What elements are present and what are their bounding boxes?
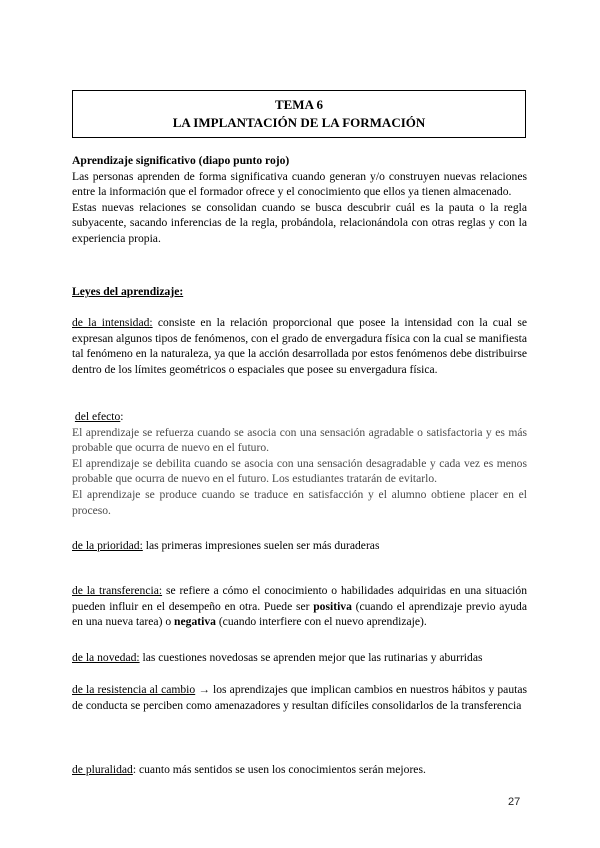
law-label: del efecto (74, 410, 121, 423)
section-heading: Aprendizaje significativo (diapo punto rojo) (72, 154, 290, 167)
law-text: las primeras impresiones suelen ser más duraderas (142, 539, 380, 552)
law-effect: del efecto: El aprendizaje se refuerza cuando se asocia con una sensación agradable o satisfactoria y es más probable que ocurra de nuevo en el futuro. El aprendizaje se debilita cuando se asocia con una sensación desagradable y cada vez es menos probable que ocurra de nuevo en el futuro. Los estudiantes tratarán de evitarlo. El aprendizaje se produce cuando se traduce en satisfacción y el alumno obtiene placer en el proceso. (72, 410, 527, 517)
title-box (72, 90, 526, 138)
law-text: las cuestiones novedosas se aprenden mejor que las rutinarias y aburridas (139, 651, 483, 664)
topic-title: LA IMPLANTACIÓN DE LA FORMACIÓN (172, 115, 426, 130)
topic-number: TEMA 6 (274, 97, 324, 112)
law-novelty (72, 650, 527, 666)
law-text: → los aprendizajes que implican cambios en nuestros hábitos y pautas de conducta se perciben como amenazadores y resultan difíciles consolidarlos de la transferencia (72, 683, 527, 712)
law-resistance (72, 682, 527, 713)
law-text: : cuanto más sentidos se usen los conocimientos serán mejores. (132, 763, 426, 776)
paragraph: El aprendizaje se debilita cuando se asocia con una sensación desagradable y cada vez es menos probable que ocurra de nuevo en el futuro. Los estudiantes tratarán de evitarlo. (72, 456, 527, 486)
paragraph: El aprendizaje se refuerza cuando se asocia con una sensación agradable o satisfactoria y es más probable que ocurra de nuevo en el futuro. (72, 425, 527, 455)
law-label: de la transferencia: (72, 584, 163, 597)
law-label: de la intensidad: (72, 316, 153, 329)
law-transfer: de la transferencia: se refiere a cómo el conocimiento o habilidades adquiridas en una situación pueden influir en el desempeño en otra. Puede ser positiva (cuando el aprendizaje previo ayuda en una nueva tarea) o negativa (cuando interfiere con el nuevo aprendizaje). (72, 584, 527, 629)
law-priority (72, 538, 527, 554)
paragraph: Estas nuevas relaciones se consolidan cuando se busca descubrir cuál es la pauta o la regla subyacente, sacando inferencias de la regla, probándola, relacionándola con otras reglas y con la experiencia propia. (72, 200, 527, 245)
law-plurality (72, 762, 527, 778)
paragraph: Las personas aprenden de forma significativa cuando generan y/o construyen nuevas relaciones entre la información que el formador ofrece y el conocimiento que ellos ya tienen almacenado. (72, 169, 527, 199)
emphasis-positive: positiva (313, 599, 352, 613)
law-text: consiste en la relación proporcional que posee la intensidad con la cual se expresan algunos tipos de fenómenos, con el grado de envergadura física con la cual se manifiesta tal fenómeno en la naturaleza, ya que la acción desarrollada por estos fenómenos debe distribuirse dentro de los límites geométricos o espaciales que posee su envergadura física. (72, 316, 527, 376)
paragraph: El aprendizaje se produce cuando se traduce en satisfacción y el alumno obtiene placer en el proceso. (72, 487, 527, 517)
law-label: de la resistencia al cambio (72, 683, 196, 696)
page-number: 27 (508, 796, 521, 808)
laws-heading-block (72, 284, 527, 300)
significant-learning-section (72, 153, 527, 247)
law-intensity (72, 315, 527, 377)
laws-heading: Leyes del aprendizaje: (72, 285, 184, 298)
law-label: de pluralidad (72, 763, 133, 776)
emphasis-negative: negativa (174, 615, 216, 629)
law-label: de la prioridad: (72, 539, 143, 552)
law-label: de la novedad: (72, 651, 140, 664)
